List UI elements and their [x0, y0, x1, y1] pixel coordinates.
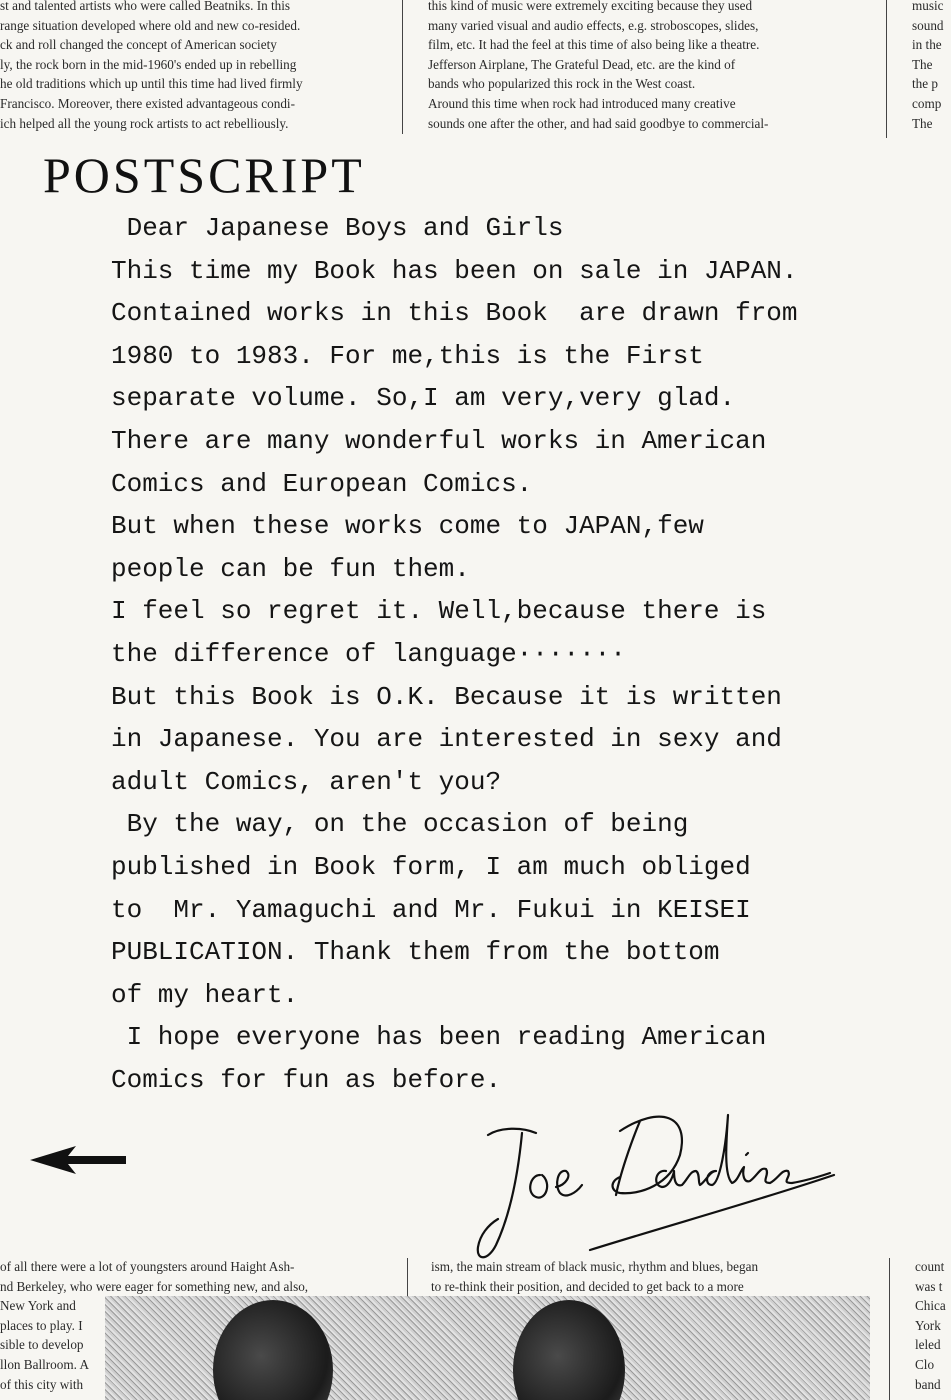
column-divider [889, 1258, 890, 1400]
text-line: llon Ballroom. A [0, 1356, 90, 1372]
article-bottom-right-column [915, 1257, 951, 1394]
text-line: bands who popularized this rock in the West coast. [428, 76, 696, 92]
text-line: film, etc. It had the feel at this time of also being like a theatre. [428, 37, 760, 53]
text-line: Chica [915, 1298, 946, 1314]
text-line: Jefferson Airplane, The Grateful Dead, etc. are the kind of [428, 56, 736, 72]
letter-line: This time my Book has been on sale in JAPAN. [111, 255, 798, 286]
text-line: was t [915, 1278, 943, 1294]
text-line: of this city with [0, 1376, 84, 1392]
letter-line: But this Book is O.K. Because it is written [111, 681, 782, 712]
column-divider [402, 0, 403, 134]
column-divider [886, 0, 887, 138]
article-top-right-column [912, 0, 951, 133]
letter-line: adult Comics, aren't you? [111, 766, 502, 797]
text-line: ck and roll changed the concept of American society [0, 37, 277, 53]
text-line: ism, the main stream of black music, rhythm and blues, began [431, 1259, 759, 1274]
text-line: the p [912, 76, 939, 92]
letter-line: Contained works in this Book are drawn from [111, 298, 798, 329]
text-line: music [912, 0, 944, 13]
text-line: The [912, 115, 933, 131]
postscript-title: POSTSCRIPT [43, 147, 365, 203]
text-line: this kind of music were extremely exciting because they used [428, 0, 753, 13]
text-line: sounds one after the other, and had said goodbye to commercial- [428, 115, 769, 131]
text-line: York [915, 1317, 941, 1333]
letter-line: published in Book form, I am much obliged [111, 851, 751, 882]
letter-line: By the way, on the occasion of being [111, 809, 689, 840]
letter-line: the difference of language······· [111, 638, 626, 669]
letter-line: There are many wonderful works in American [111, 425, 767, 456]
letter-line: PUBLICATION. Thank them from the bottom [111, 937, 720, 968]
text-line: in the [912, 37, 942, 53]
letter-line: But when these works come to JAPAN,few [111, 511, 704, 542]
text-line: band [915, 1376, 941, 1392]
letter-line: Comics and European Comics. [111, 468, 533, 499]
text-line: New York and [0, 1298, 76, 1314]
letter-line: of my heart. [111, 979, 299, 1010]
letter-line: I hope everyone has been reading American [111, 1022, 767, 1053]
text-line: ich helped all the young rock artists to act rebelliously. [0, 115, 289, 131]
letter-line: to Mr. Yamaguchi and Mr. Fukui in KEISEI [111, 894, 751, 925]
article-top-middle-column [428, 0, 878, 133]
portrait-right [513, 1300, 625, 1400]
left-arrow-icon [30, 1146, 130, 1181]
text-line: of all there were a lot of youngsters around Haight Ash- [0, 1259, 295, 1274]
letter-line: Dear Japanese Boys and Girls [111, 213, 564, 243]
text-line: he old traditions which up until this time had lived firmly [0, 76, 303, 92]
letter-line: people can be fun them. [111, 553, 470, 584]
text-line: leled [915, 1337, 941, 1353]
text-line: to re-think their position, and decided to get back to a more [431, 1278, 744, 1294]
text-line: Clo [915, 1356, 935, 1372]
text-line: ly, the rock born in the mid-1960's ended up in rebelling [0, 56, 297, 72]
postscript-letter [111, 207, 941, 1101]
letter-line: 1980 to 1983. For me,this is the First [111, 340, 704, 371]
letter-line: I feel so regret it. Well,because there is [111, 596, 767, 627]
signature [470, 1075, 850, 1280]
article-top-left-column [0, 0, 392, 133]
text-line: st and talented artists who were called Beatniks. In this [0, 0, 291, 13]
text-line: The [912, 56, 933, 72]
letter-line: in Japanese. You are interested in sexy and [111, 724, 782, 755]
text-line: sible to develop [0, 1337, 84, 1353]
text-line: Around this time when rock had introduced many creative [428, 95, 736, 111]
text-line: places to play. I [0, 1317, 83, 1333]
halftone-photo [105, 1296, 870, 1400]
letter-line: separate volume. So,I am very,very glad. [111, 383, 736, 414]
text-line: sound [912, 17, 944, 33]
portrait-left [213, 1300, 333, 1400]
article-bottom-middle-column [431, 1257, 876, 1296]
text-line: Francisco. Moreover, there existed advantageous condi- [0, 95, 295, 111]
text-line: many varied visual and audio effects, e.g. stroboscopes, slides, [428, 17, 759, 33]
text-line: nd Berkeley, who were eager for something new, and also, [0, 1278, 309, 1294]
text-line: count [915, 1259, 945, 1274]
text-line: range situation developed where old and new co-resided. [0, 17, 301, 33]
text-line: comp [912, 95, 942, 111]
letter-line: Comics for fun as before. [111, 1064, 502, 1095]
